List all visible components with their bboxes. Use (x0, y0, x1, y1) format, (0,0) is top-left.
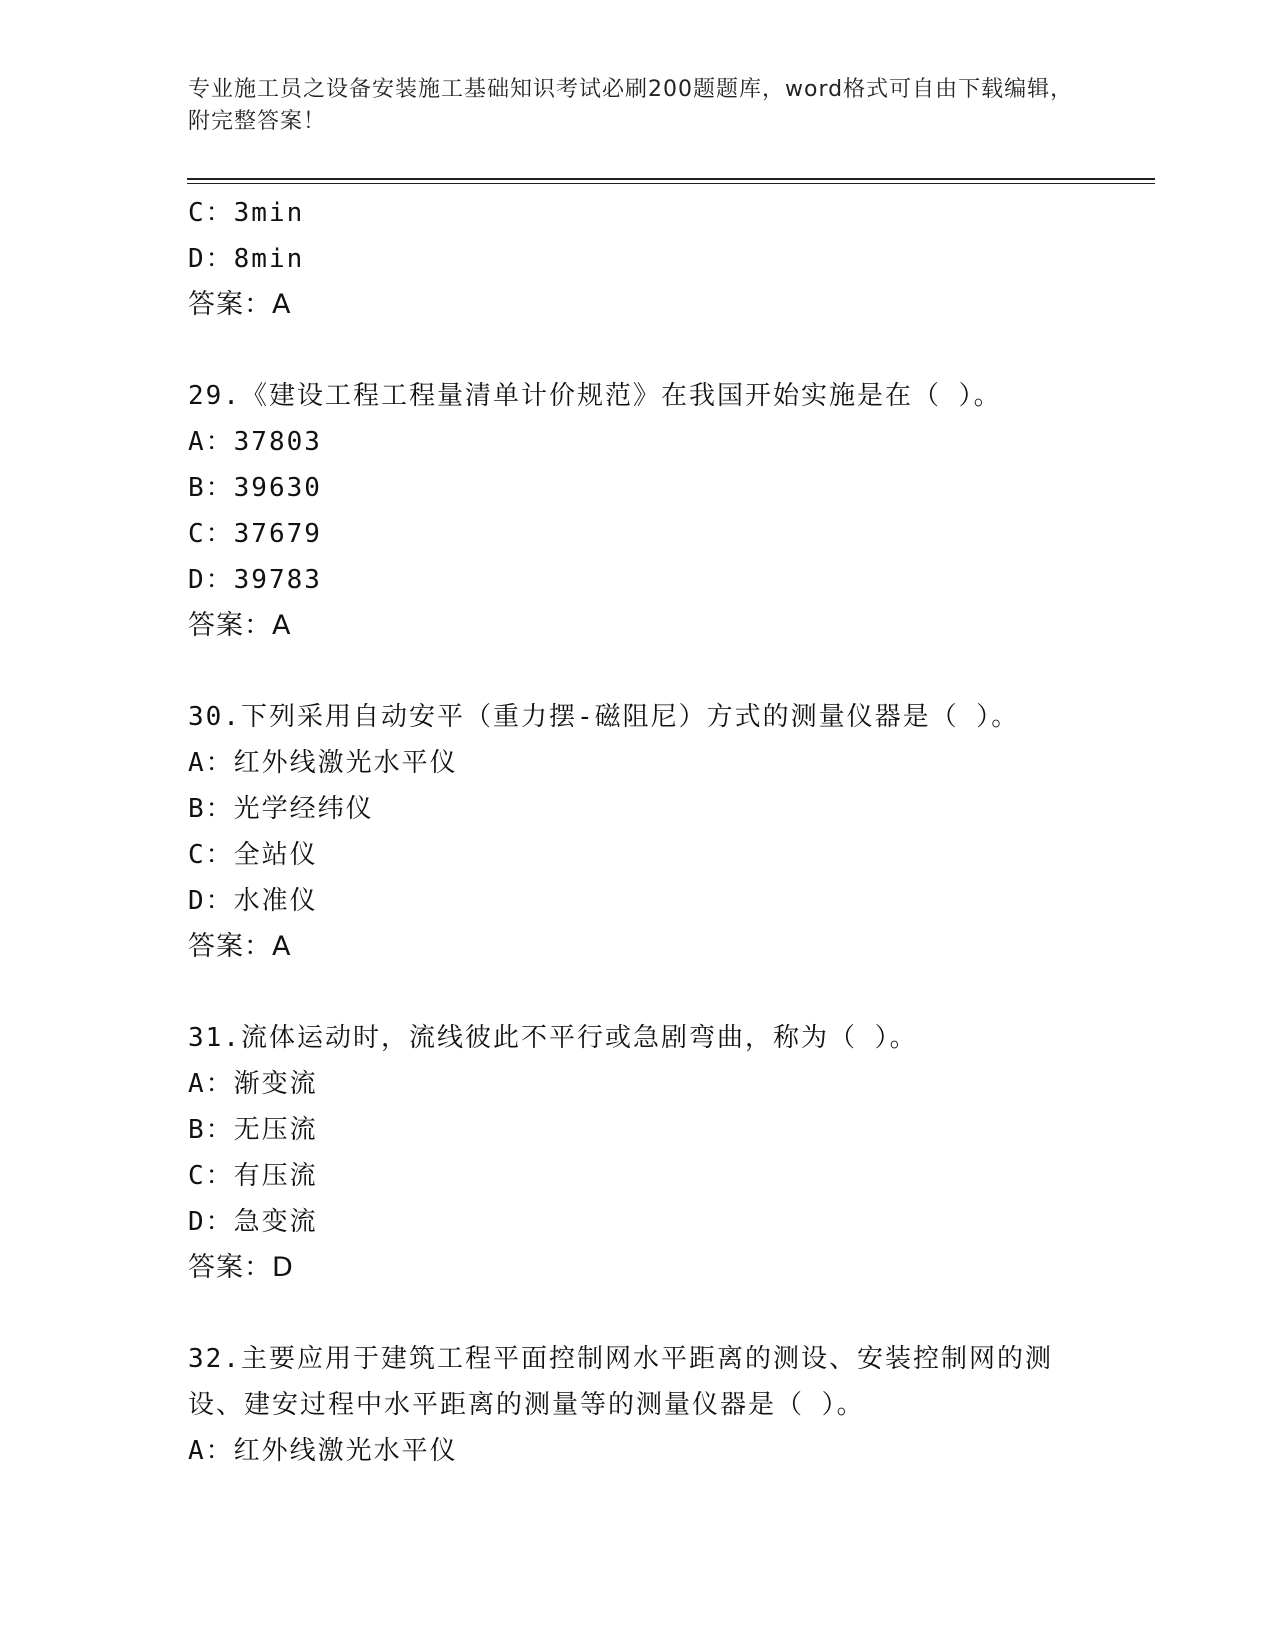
answer: 答案：A (188, 610, 292, 641)
question-30 (188, 694, 1088, 970)
document-header: 专业施工员之设备安装施工基础知识考试必刷200题题库，word格式可自由下载编辑，附完整答案！ (188, 77, 1074, 134)
question-list (188, 190, 1088, 1519)
option-c: C：37679 (188, 519, 322, 549)
option-d: D：8min (188, 244, 305, 274)
question-title: 30.下列采用自动安平（重力摆-磁阻尼）方式的测量仪器是（ ）。 (188, 702, 1020, 732)
question-32 (188, 1336, 1088, 1474)
header-rule-thin (187, 183, 1155, 184)
option-a: A：红外线激光水平仪 (188, 748, 458, 778)
answer: 答案：A (188, 289, 292, 320)
option-c: C：3min (188, 198, 305, 228)
option-a: A：37803 (188, 427, 322, 457)
question-title: 32.主要应用于建筑工程平面控制网水平距离的测设、安装控制网的测设、建安过程中水平距离的测量等的测量仪器是（ ）。 (188, 1344, 1053, 1420)
option-c: C：全站仪 (188, 840, 318, 870)
question-29 (188, 373, 1088, 649)
option-a: A：渐变流 (188, 1069, 318, 1099)
option-b: B：无压流 (188, 1115, 318, 1145)
option-d: D：水准仪 (188, 886, 318, 916)
question-31 (188, 1015, 1088, 1291)
answer: 答案：A (188, 931, 292, 962)
question-title: 31.流体运动时，流线彼此不平行或急剧弯曲，称为（ ）。 (188, 1023, 918, 1053)
option-b: B：39630 (188, 473, 322, 503)
header-rule-thick (187, 178, 1155, 180)
option-b: B：光学经纬仪 (188, 794, 374, 824)
answer: 答案：D (188, 1252, 294, 1283)
option-c: C：有压流 (188, 1161, 318, 1191)
question-title: 29.《建设工程工程量清单计价规范》在我国开始实施是在（ ）。 (188, 381, 1002, 411)
option-d: D：急变流 (188, 1207, 318, 1237)
question-fragment (188, 190, 1088, 328)
option-d: D：39783 (188, 565, 322, 595)
option-a: A：红外线激光水平仪 (188, 1436, 458, 1466)
